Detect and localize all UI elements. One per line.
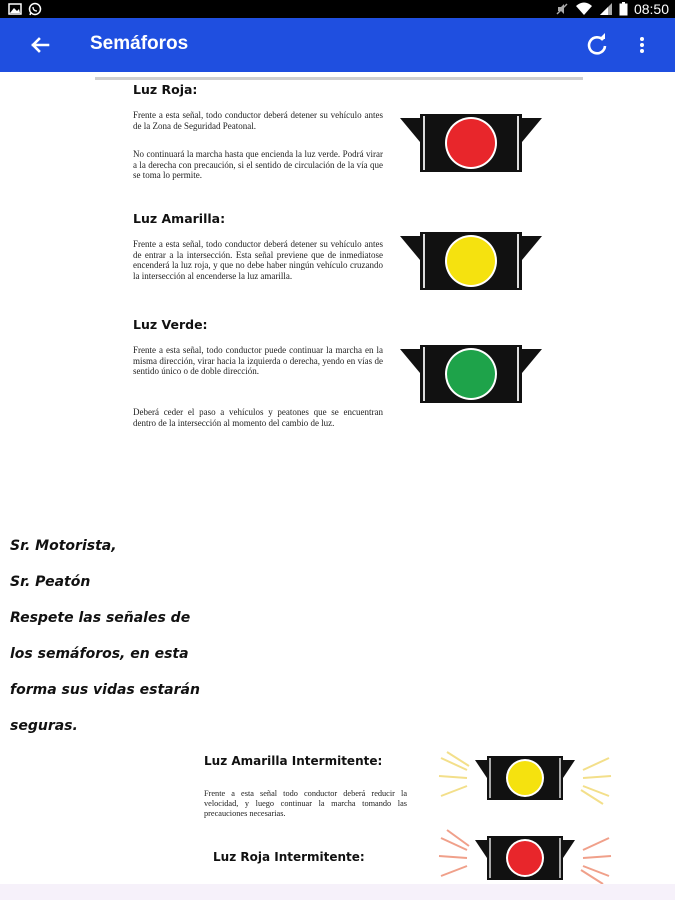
paragraph-luz-amarilla-1: Frente a esta señal, todo conductor deberá detener su vehículo antes de entrar a la intersección. Esta señal previene que de inmediatose encenderá la luz roja, y que no debe haber ningún vehículo cruzando la intersección al encenderse la luz amarilla. — [133, 239, 383, 281]
paragraph-amarilla-intermitente: Frente a esta señal todo conductor deberá reducir la velocidad, y luego continuar la marcha tomando las precauciones necesarias. — [204, 789, 407, 818]
status-right-icons — [555, 0, 669, 18]
app-bar — [0, 18, 675, 72]
refresh-button[interactable] — [584, 32, 610, 58]
traffic-light-yellow — [398, 230, 544, 292]
status-bar — [0, 0, 675, 18]
page-title: Semáforos — [90, 33, 189, 54]
traffic-light-red — [398, 112, 544, 174]
motto-line-4: los semáforos, en esta — [10, 646, 189, 662]
refresh-icon — [584, 32, 610, 58]
more-options-button[interactable] — [632, 32, 652, 58]
heading-luz-verde: Luz Verde: — [133, 317, 208, 332]
wifi-icon — [575, 2, 593, 16]
paragraph-luz-roja-1: Frente a esta señal, todo conductor deberá detener su vehículo antes de la Zona de Seguridad Peatonal. — [133, 110, 383, 131]
status-left-icons — [8, 2, 42, 16]
heading-amarilla-intermitente: Luz Amarilla Intermitente: — [204, 754, 383, 768]
document-divider — [95, 77, 583, 80]
heading-roja-intermitente: Luz Roja Intermitente: — [213, 850, 365, 864]
more-vert-icon — [632, 32, 652, 58]
signal-icon — [599, 2, 613, 16]
paragraph-luz-verde-2: Deberá ceder el paso a vehículos y peatones que se encuentran dentro de la intersección al momento del cambio de luz. — [133, 407, 383, 428]
heading-luz-roja: Luz Roja: — [133, 82, 198, 97]
light-lamp-flashing-red — [508, 841, 542, 875]
whatsapp-icon — [28, 2, 42, 16]
image-icon — [8, 2, 22, 16]
motto-line-3: Respete las señales de — [10, 610, 191, 626]
bottom-strip — [0, 884, 675, 900]
light-lamp-red — [447, 119, 495, 167]
arrow-left-icon — [26, 31, 54, 59]
status-time: 08:50 — [633, 1, 669, 17]
paragraph-luz-roja-2: No continuará la marcha hasta que encienda la luz verde. Podrá virar a la derecha con precaución, si el sentido de circulación de la vía que se toma lo permite. — [133, 149, 383, 181]
motto-line-1: Sr. Motorista, — [10, 538, 117, 554]
light-lamp-yellow — [447, 237, 495, 285]
motto-line-2: Sr. Peatón — [10, 574, 91, 590]
traffic-light-green — [398, 343, 544, 405]
motto-line-6: seguras. — [10, 718, 78, 734]
traffic-light-flashing-yellow — [437, 748, 613, 810]
traffic-light-flashing-red — [437, 826, 613, 888]
paragraph-luz-verde-1: Frente a esta señal, todo conductor puede continuar la marcha en la misma dirección, virar hacia la izquierda o derecha, yendo en vías de sentido único o de doble dirección. — [133, 345, 383, 377]
light-lamp-green — [447, 350, 495, 398]
mute-icon — [555, 2, 569, 16]
light-lamp-flashing-yellow — [508, 761, 542, 795]
back-button[interactable] — [26, 31, 54, 59]
battery-icon — [619, 2, 628, 16]
heading-luz-amarilla: Luz Amarilla: — [133, 211, 226, 226]
motto-line-5: forma sus vidas estarán — [10, 682, 200, 698]
